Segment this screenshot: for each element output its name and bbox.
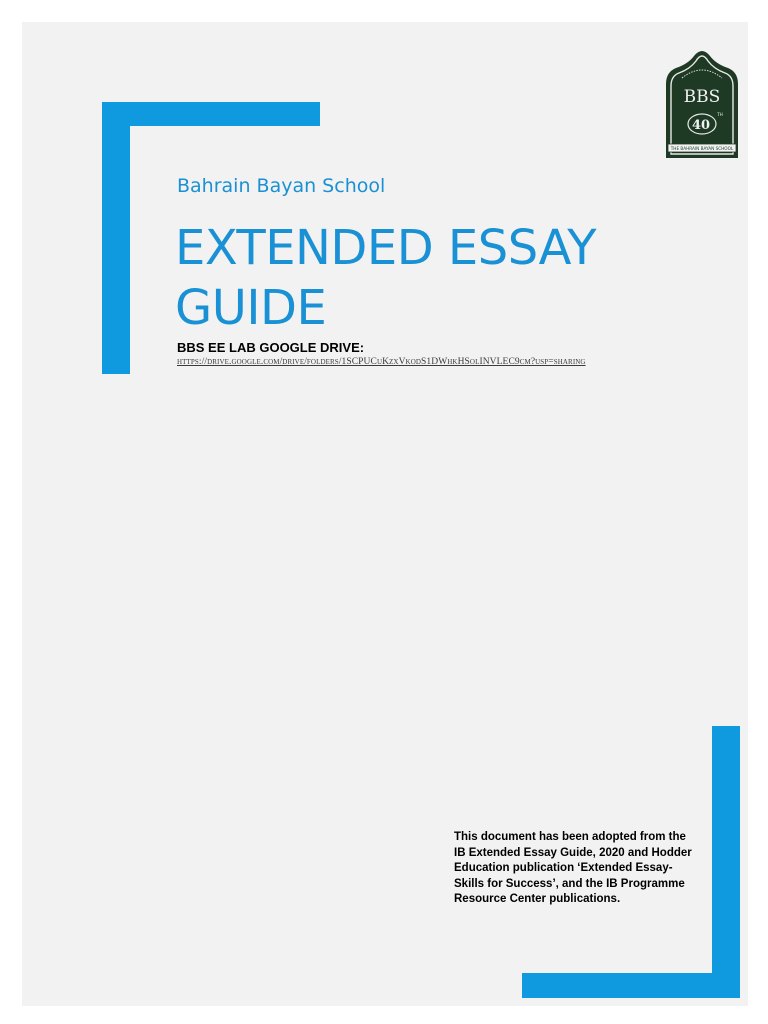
title-line-2: GUIDE	[175, 280, 327, 336]
drive-link[interactable]: https://drive.google.com/drive/folders/1SCPUCuKzxVkodS1DWhkHSolINVLEC9cm?usp=sharing	[177, 357, 586, 367]
title-line-1: EXTENDED ESSAY	[175, 220, 597, 276]
decorative-bracket-top-horizontal	[102, 102, 320, 126]
logo-banner: THE BAHRAIN BAYAN SCHOOL	[670, 146, 734, 151]
decorative-bracket-top-vertical	[102, 102, 130, 374]
logo-superscript: TH	[717, 112, 723, 117]
logo-monogram: BBS	[683, 87, 721, 107]
source-note: This document has been adopted from the IB Extended Essay Guide, 2020 and Hodder Education publication ‘Extended Essay-Skills for Success’, and the IB Programme Resource Center publications.	[454, 831, 692, 905]
decorative-bracket-bottom-vertical	[712, 726, 740, 998]
school-name: Bahrain Bayan School	[177, 175, 386, 197]
document-title	[175, 218, 695, 338]
school-logo	[662, 50, 742, 160]
logo-number: 40	[691, 118, 711, 133]
document-page	[22, 22, 748, 1006]
decorative-bracket-bottom-horizontal	[522, 973, 740, 998]
drive-label: BBS EE LAB GOOGLE DRIVE:	[177, 340, 365, 355]
